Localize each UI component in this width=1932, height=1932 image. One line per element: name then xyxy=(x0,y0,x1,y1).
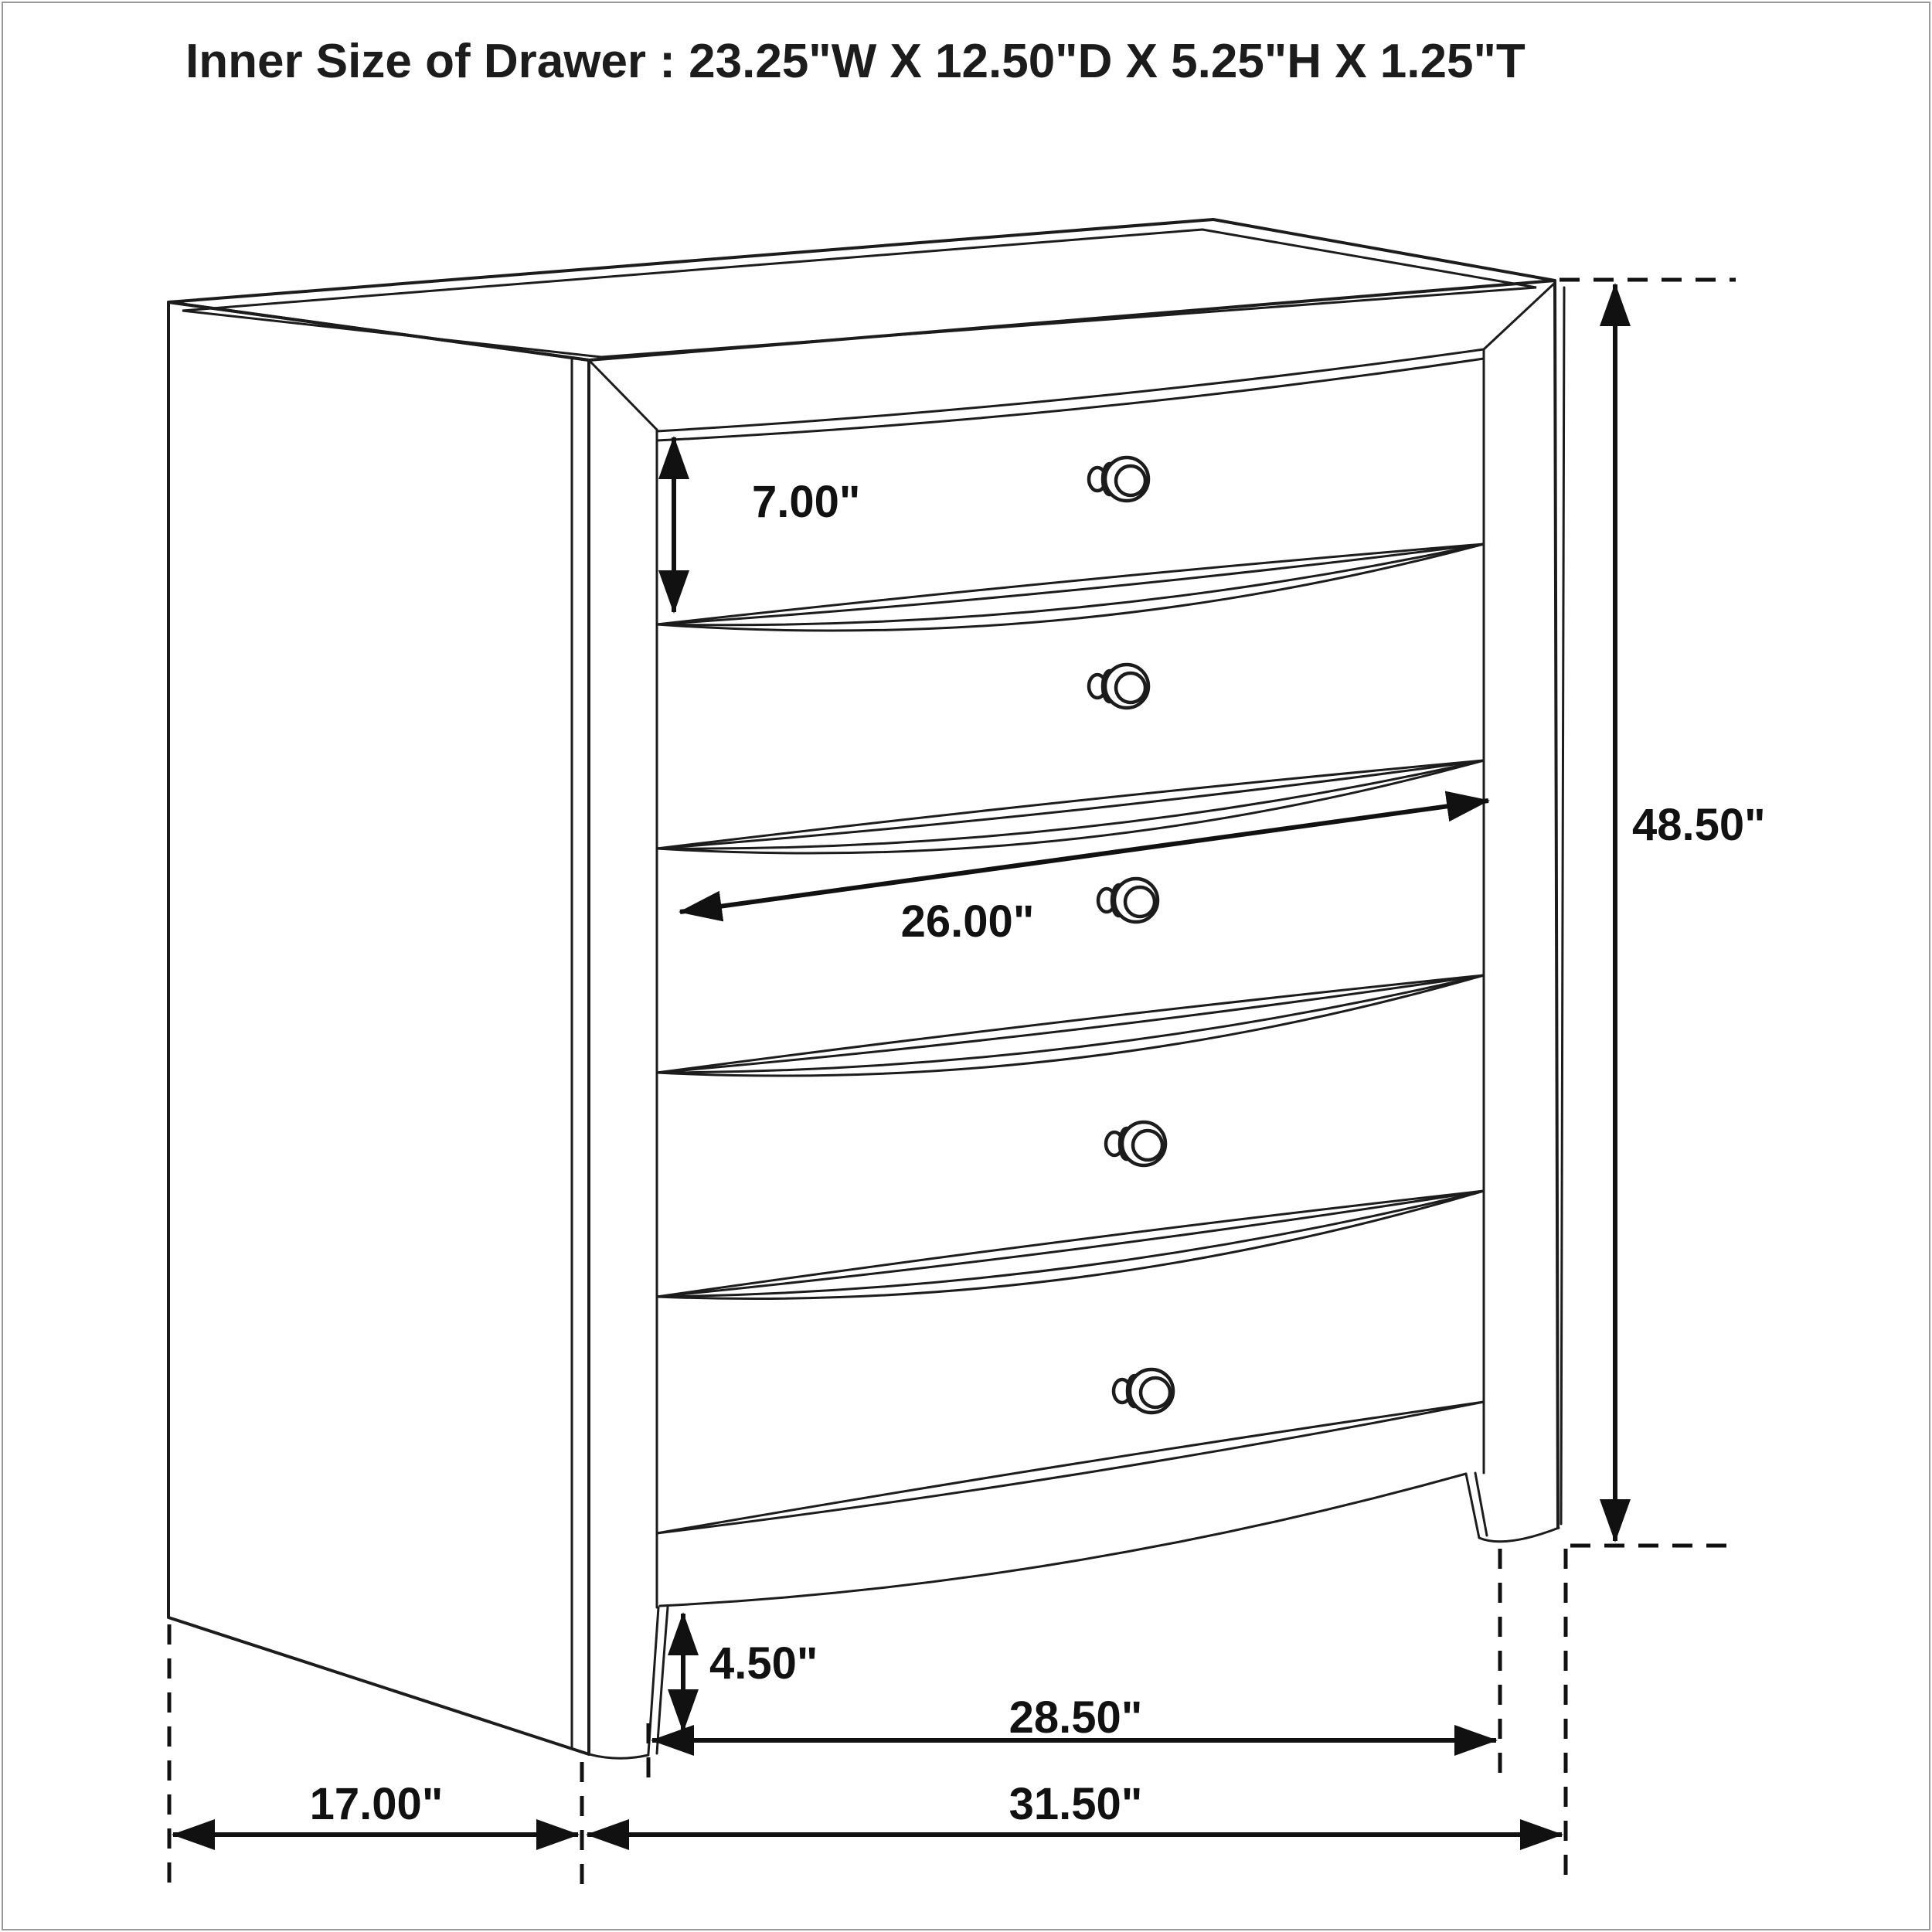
dim-overall-height xyxy=(1560,280,1766,1546)
knob-drawer-1 xyxy=(1089,457,1148,501)
diagram-title: Inner Size of Drawer : 23.25"W X 12.50"D X 5.25"H X 1.25"T xyxy=(185,35,1526,88)
dim-drawer-front-height xyxy=(674,437,860,612)
dim-drawer-front-width xyxy=(680,801,1488,947)
knob-drawer-2 xyxy=(1089,665,1148,708)
chest-drawing xyxy=(168,219,1564,1758)
dim-foot-height xyxy=(683,1614,818,1731)
drawer-gap-2 xyxy=(657,760,1484,853)
knob-drawer-3 xyxy=(1098,879,1158,922)
front-frame xyxy=(590,282,1564,1607)
dim-label-overall-width: 31.50" xyxy=(1009,1779,1143,1829)
dim-label-drawer-front-height: 7.00" xyxy=(752,477,861,527)
dimension-annotations xyxy=(169,280,1766,1887)
dim-label-side-depth: 17.00" xyxy=(309,1779,444,1829)
dim-label-front-base-width: 28.50" xyxy=(1009,1692,1143,1743)
dim-label-overall-height: 48.50" xyxy=(1632,800,1766,850)
dim-side-depth xyxy=(169,1624,578,1887)
knob-drawer-5 xyxy=(1114,1369,1173,1413)
dim-label-drawer-front-width: 26.00" xyxy=(900,896,1035,947)
drawer-gap-1 xyxy=(657,544,1484,631)
dim-label-foot-height: 4.50" xyxy=(709,1638,818,1689)
drawer-gap-4 xyxy=(657,1191,1484,1298)
knob-drawer-4 xyxy=(1106,1122,1165,1165)
side-panel xyxy=(168,302,589,1754)
top-face xyxy=(168,219,1555,360)
drawer-gap-3 xyxy=(657,975,1484,1076)
